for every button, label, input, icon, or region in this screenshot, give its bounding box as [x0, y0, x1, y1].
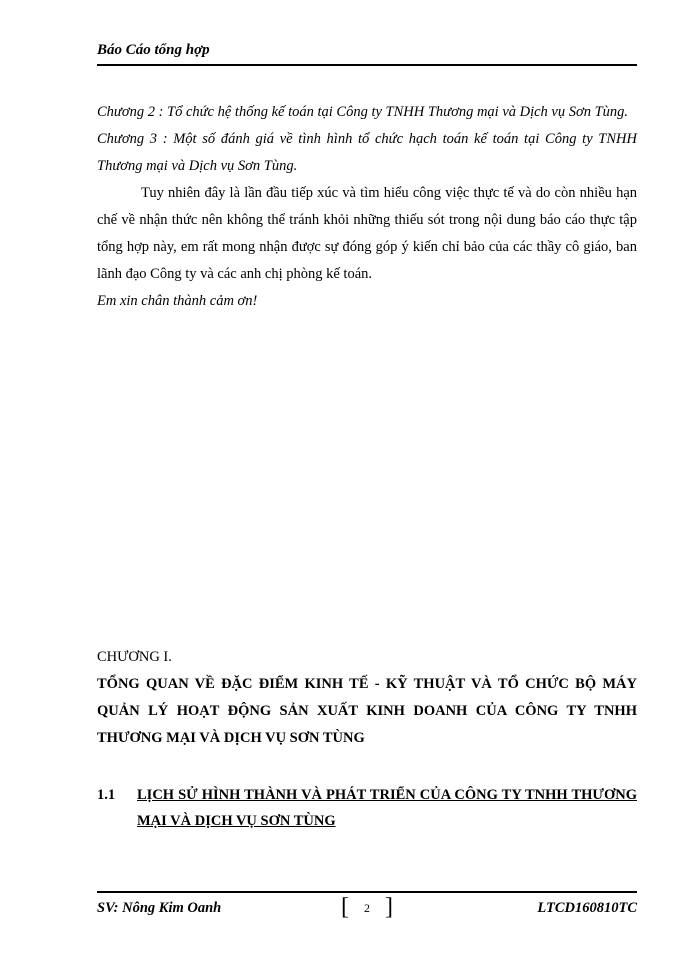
header-divider — [97, 64, 637, 66]
footer-divider — [97, 891, 637, 893]
section-heading — [97, 782, 637, 834]
section-number: 1.1 — [97, 787, 116, 803]
footer-student-name: SV: Nông Kim Oanh — [97, 900, 222, 916]
page-number-box — [341, 894, 393, 921]
section-title: LỊCH SỬ HÌNH THÀNH VÀ PHÁT TRIỂN CỦA CÔNG TY TNHH THƯƠNG MẠI VÀ DỊCH VỤ SƠN TÙNG — [137, 787, 637, 829]
right-bracket-icon: ] — [385, 894, 393, 920]
page-number: 2 — [364, 901, 370, 915]
header-title: Báo Cáo tổng hợp — [97, 42, 210, 58]
footer-class-code: LTCD160810TC — [537, 900, 637, 916]
chapter-title: TỔNG QUAN VỀ ĐẶC ĐIỂM KINH TẾ - KỸ THUẬT VÀ TỔ CHỨC BỘ MÁY QUẢN LÝ HOẠT ĐỘNG SẢN XUẤT KINH DOANH CỦA CÔNG TY TNHH THƯƠNG MẠI VÀ DỊCH VỤ SƠN TÙNG — [97, 676, 637, 746]
thanks-line: Em xin chân thành cảm ơn! — [97, 293, 258, 309]
chapter-heading — [97, 644, 637, 752]
chapter-3-summary: Chương 3 : Một số đánh giá về tình hình tổ chức hạch toán kế toán tại Công ty TNHH Thương mại và Dịch vụ Sơn Tùng. — [97, 131, 637, 174]
left-bracket-icon: [ — [341, 894, 349, 920]
chapter-2-summary: Chương 2 : Tổ chức hệ thống kế toán tại Công ty TNHH Thương mại và Dịch vụ Sơn Tùng. — [97, 104, 629, 120]
body-text — [97, 99, 637, 315]
chapter-label: CHƯƠNG I. — [97, 649, 172, 665]
closing-paragraph: Tuy nhiên đây là lần đầu tiếp xúc và tìm hiểu công việc thực tế và do còn nhiều hạn chế về nhận thức nên không thể tránh khỏi những thiếu sót trong nội dung báo cáo thực tập tổng hợp này, em rất mong nhận được sự đóng góp ý kiến chỉ bảo của các thầy cô giáo, ban lãnh đạo Công ty và các anh chị phòng kế toán. — [97, 185, 637, 282]
